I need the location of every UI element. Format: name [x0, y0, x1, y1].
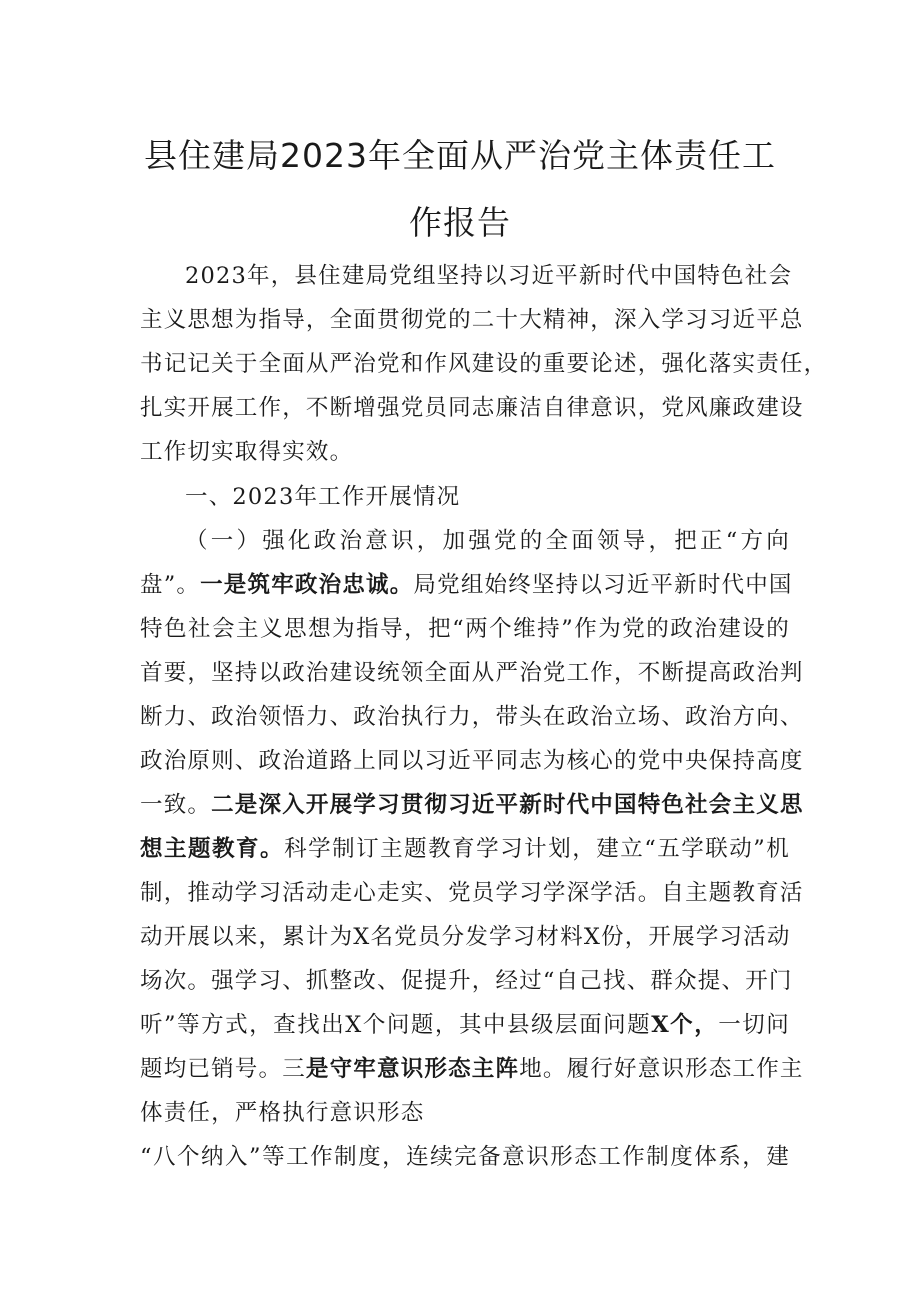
document-title-line-2: 作报告 [409, 203, 511, 242]
text-run: 一致。 [140, 792, 212, 818]
paragraph-line: 主义思想为指导，全面贯彻党的二十大精神，深入学习习近平总 [140, 307, 804, 333]
text-run: 题均已销号。三 [140, 1056, 306, 1082]
paragraph-line: 政治原则、政治道路上同以习近平同志为核心的党中央保持高度 [140, 748, 804, 774]
paragraph-line: “八个纳入”等工作制度，连续完备意识形态工作制度体系，建 [140, 1144, 790, 1170]
point-label: 想主题教育。 [140, 836, 285, 862]
paragraph-line: 体责任，严格执行意识形态 [140, 1100, 425, 1126]
text-run: 科学制订主题教育学习计划，建立“五学联动”机 [284, 836, 791, 862]
paragraph-line: 2023年，县住建局党组坚持以习近平新时代中国特色社会 [185, 263, 793, 289]
paragraph-line: 扎实开展工作，不断增强党员同志廉洁自律意识，党风廉政建设 [140, 395, 804, 421]
point-label: 二是深入开展学习贯彻习近平新时代中国特色社会主义思 [211, 792, 804, 818]
section-heading: 一、2023年工作开展情况 [185, 484, 461, 510]
text-run: 地。履行好意识形态工作主 [519, 1056, 804, 1082]
paragraph-line: 动开展以来，累计为X名党员分发学习材料X份，开展学习活动 [140, 924, 791, 950]
paragraph-line [140, 1003, 790, 1047]
text-run: 局党组始终坚持以习近平新时代中国 [413, 572, 793, 598]
paragraph-line [140, 563, 793, 607]
text-run: 听”等方式，查找出X个问题，其中县级层面问题 [140, 1012, 652, 1038]
paragraph-line: 特色社会主义思想为指导，把“两个维持”作为党的政治建设的 [140, 616, 790, 642]
paragraph-line: 断力、政治领悟力、政治执行力，带头在政治立场、政治方向、 [140, 704, 804, 730]
paragraph-line [140, 1047, 804, 1091]
paragraph-line [140, 827, 790, 871]
text-run-bold: X个， [651, 1012, 719, 1038]
subsection-heading: （一）强化政治意识，加强党的全面领导，把正“方向 [185, 528, 790, 554]
paragraph-line [140, 783, 804, 827]
document-title-line-1: 县住建局2023年全面从严治党主体责任工 [144, 136, 776, 175]
paragraph-line: 场次。强学习、抓整改、促提升，经过“自己找、群众提、开门 [140, 968, 793, 994]
point-label: 一是筑牢政治忠诚。 [200, 572, 414, 598]
paragraph-line: 工作切实取得实效。 [140, 439, 354, 465]
text-run: 盘”。 [140, 572, 201, 598]
paragraph-line: 首要，坚持以政治建设统领全面从严治党工作，不断提高政治判 [140, 660, 804, 686]
point-label: 是守牢意识形态主阵 [305, 1056, 520, 1082]
text-run: 一切问 [718, 1012, 791, 1038]
paragraph-line: 制，推动学习活动走心走实、党员学习学深学活。自主题教育活 [140, 880, 804, 906]
paragraph-line: 书记记关于全面从严治党和作风建设的重要论述，强化落实责任， [140, 351, 828, 377]
